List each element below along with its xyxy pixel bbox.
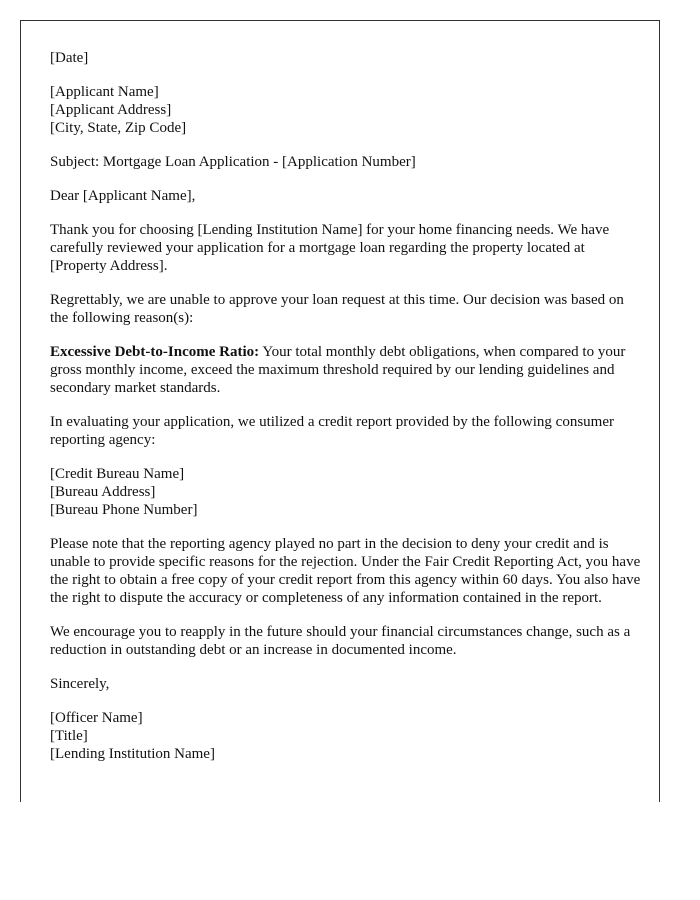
officer-title: [Title] — [50, 728, 88, 744]
denial-reason — [50, 343, 642, 397]
paragraph-reapply: We encourage you to reapply in the future should your financial circumstances change, such as a reduction in outstanding debt or an increase in documented income. — [50, 624, 631, 658]
letter-page — [20, 20, 660, 802]
letter-subject: Subject: Mortgage Loan Application - [Application Number] — [50, 154, 416, 170]
applicant-address: [Applicant Address] — [50, 102, 172, 118]
letter-salutation: Dear [Applicant Name], — [50, 188, 196, 204]
paragraph-decision: Regrettably, we are unable to approve your loan request at this time. Our decision was based on the following reason(s): — [50, 292, 624, 326]
applicant-name: [Applicant Name] — [50, 84, 159, 100]
paragraph-credit-report: In evaluating your application, we utilized a credit report provided by the following consumer reporting agency: — [50, 414, 614, 448]
bureau-address-block — [50, 465, 642, 519]
letter-date: [Date] — [50, 50, 89, 66]
bureau-address: [Bureau Address] — [50, 484, 156, 500]
applicant-address-block — [50, 83, 642, 137]
signature-institution: [Lending Institution Name] — [50, 746, 215, 762]
applicant-city-state-zip: [City, State, Zip Code] — [50, 120, 187, 136]
letter-body — [50, 49, 642, 779]
paragraph-intro: Thank you for choosing [Lending Institution Name] for your home financing needs. We have carefully reviewed your application for a mortgage loan regarding the property located at [Property Address]. — [50, 222, 610, 274]
paragraph-rights: Please note that the reporting agency played no part in the decision to deny your credit and is unable to provide specific reasons for the rejection. Under the Fair Credit Reporting Act, you have the right to obtain a free copy of your credit report from this agency within 60 days. You also have the right to dispute the accuracy or completeness of any information contained in the report. — [50, 536, 641, 606]
officer-name: [Officer Name] — [50, 710, 143, 726]
letter-closing: Sincerely, — [50, 676, 110, 692]
bureau-name: [Credit Bureau Name] — [50, 466, 185, 482]
denial-reason-text: Your total monthly debt obligations, when compared to your gross monthly income, exceed the maximum threshold required by our lending guidelines and secondary market standards. — [50, 344, 626, 396]
denial-reason-label: Excessive Debt-to-Income Ratio: — [50, 344, 260, 360]
signature-block — [50, 709, 642, 763]
bureau-phone: [Bureau Phone Number] — [50, 502, 198, 518]
